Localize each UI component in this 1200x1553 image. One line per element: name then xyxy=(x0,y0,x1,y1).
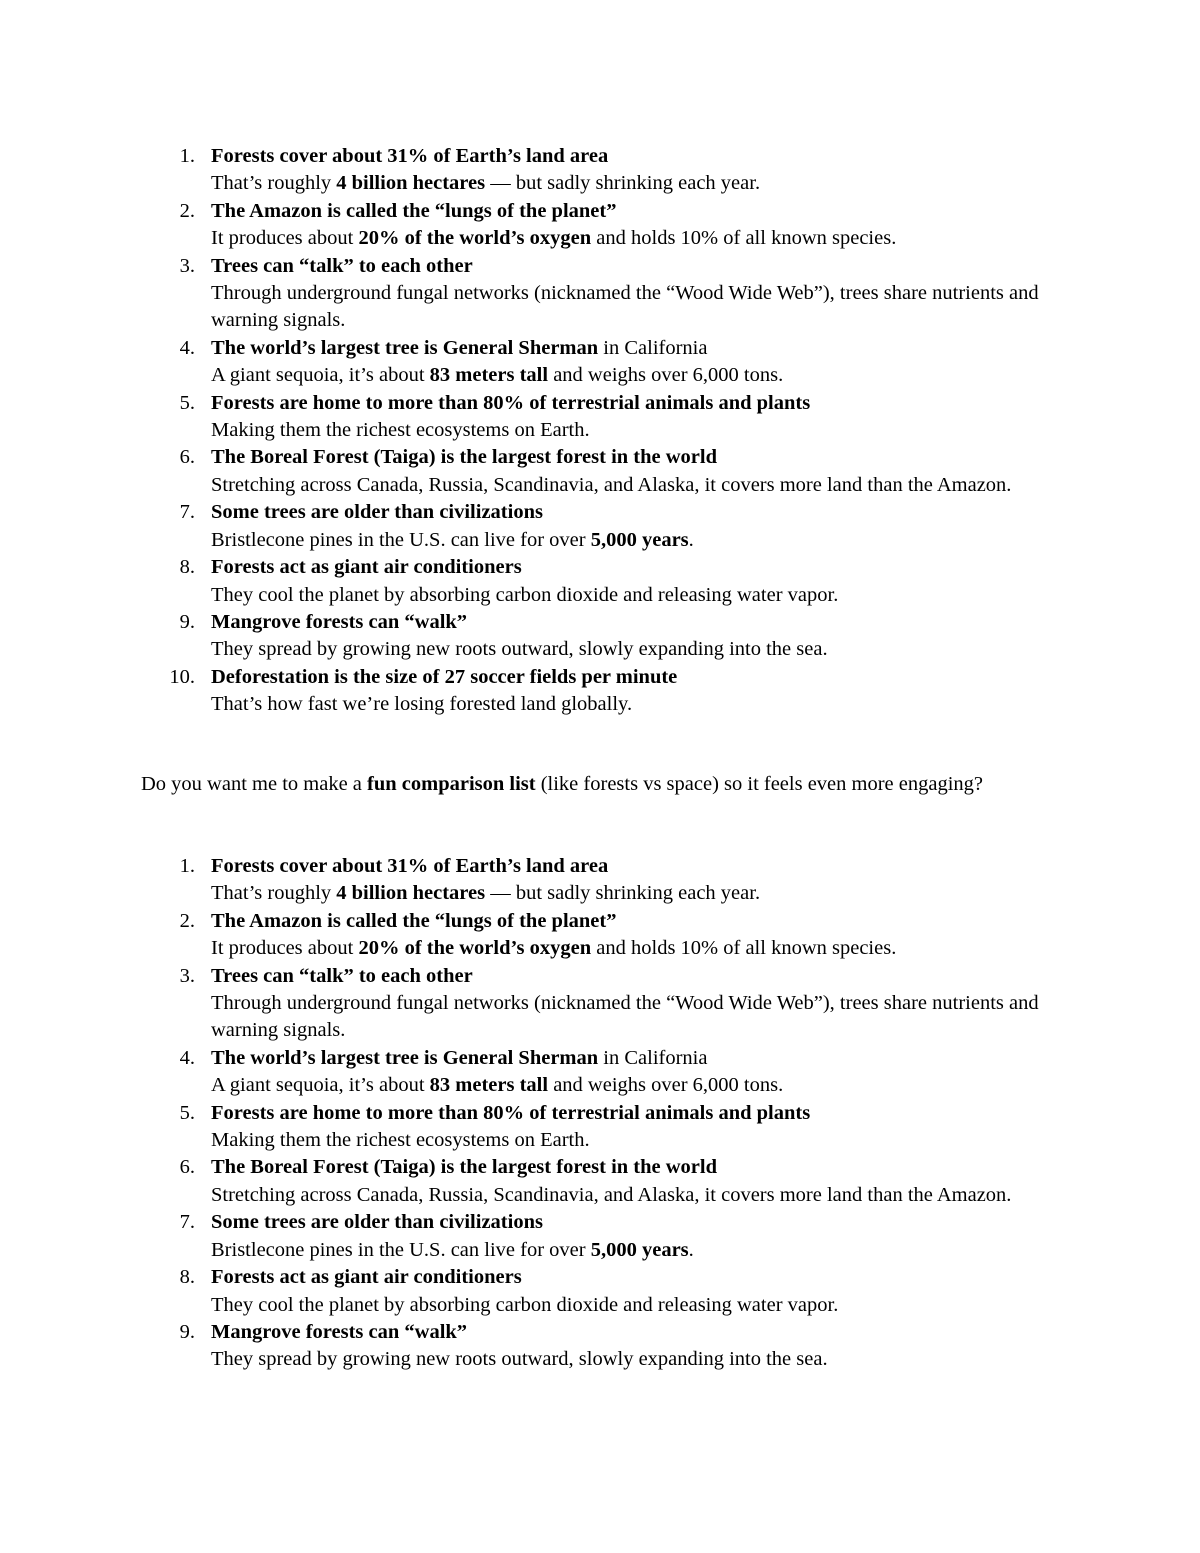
text-run: Bristlecone pines in the U.S. can live for over xyxy=(211,1238,591,1261)
list-item xyxy=(0,1209,1200,1264)
bold-text: The Boreal Forest (Taiga) is the largest forest in the world xyxy=(211,1156,717,1179)
bold-text: 5,000 years xyxy=(590,1238,689,1261)
bold-text: Deforestation is the size of 27 soccer fields per minute xyxy=(211,665,678,688)
fact-detail xyxy=(211,417,1060,444)
fact-detail xyxy=(211,1182,1060,1209)
text-run: Making them the richest ecosystems on Earth. xyxy=(211,1129,590,1152)
fact-heading xyxy=(211,1154,1060,1181)
fact-heading xyxy=(211,1264,1060,1291)
list-item xyxy=(0,554,1200,609)
list-number: 3. xyxy=(179,964,195,987)
list-number: 7. xyxy=(179,1211,195,1234)
text-run: Do you want me to make a xyxy=(141,773,368,795)
list-item xyxy=(0,1100,1200,1155)
fact-heading xyxy=(211,609,1060,636)
fact-heading xyxy=(211,908,1060,935)
fact-heading xyxy=(211,1045,1060,1072)
list-number: 10. xyxy=(169,665,195,688)
text-run: Through underground fungal networks (nicknamed the “Wood Wide Web”), trees share nutrients and warning signals. xyxy=(211,992,1039,1042)
text-run: They spread by growing new roots outward, slowly expanding into the sea. xyxy=(211,1348,828,1371)
list-number: 9. xyxy=(179,1320,195,1343)
list-item xyxy=(0,143,1200,198)
bold-text: Some trees are older than civilizations xyxy=(211,501,543,524)
bold-text: 5,000 years xyxy=(590,528,689,551)
fact-detail xyxy=(211,636,1060,663)
list-number: 2. xyxy=(179,199,195,222)
bold-text: Forests are home to more than 80% of terrestrial animals and plants xyxy=(211,391,811,414)
bold-text: 83 meters tall xyxy=(429,364,549,387)
list-item xyxy=(0,908,1200,963)
text-run: Stretching across Canada, Russia, Scandinavia, and Alaska, it covers more land than the Amazon. xyxy=(211,473,1012,496)
bold-text: Forests are home to more than 80% of terrestrial animals and plants xyxy=(211,1101,811,1124)
fact-heading xyxy=(211,253,1060,280)
list-item xyxy=(0,390,1200,445)
bold-text: Forests cover about 31% of Earth’s land area xyxy=(211,145,609,167)
fact-detail xyxy=(211,935,1060,962)
fact-detail xyxy=(211,1072,1060,1099)
text-run: . xyxy=(688,1238,694,1261)
list-item xyxy=(0,198,1200,253)
bold-text: The Boreal Forest (Taiga) is the largest forest in the world xyxy=(211,446,717,469)
fact-detail xyxy=(211,472,1060,499)
bold-text: fun comparison list xyxy=(367,773,536,795)
bold-text: Forests cover about 31% of Earth’s land area xyxy=(211,855,609,877)
text-run: It produces about xyxy=(211,227,359,250)
text-run: Through underground fungal networks (nicknamed the “Wood Wide Web”), trees share nutrients and warning signals. xyxy=(211,282,1039,332)
bold-text: 20% of the world’s oxygen xyxy=(358,227,592,250)
list-number: 4. xyxy=(179,1046,195,1069)
list-number: 7. xyxy=(179,501,195,524)
bold-text: The world’s largest tree is General Sherman xyxy=(211,1046,599,1069)
list-item xyxy=(0,609,1200,664)
facts-list-first xyxy=(0,143,1200,719)
list-item xyxy=(0,963,1200,1045)
text-run: Bristlecone pines in the U.S. can live for over xyxy=(211,528,591,551)
fact-detail xyxy=(211,280,1060,335)
fact-heading xyxy=(211,1100,1060,1127)
text-run: and weighs over 6,000 tons. xyxy=(548,1074,784,1097)
bold-text: Trees can “talk” to each other xyxy=(211,254,473,277)
list-item xyxy=(0,664,1200,719)
list-item xyxy=(0,335,1200,390)
list-number: 1. xyxy=(179,855,195,877)
list-number: 4. xyxy=(179,336,195,359)
bold-text: 83 meters tall xyxy=(429,1074,549,1097)
list-item xyxy=(0,1154,1200,1209)
text-run: They cool the planet by absorbing carbon dioxide and releasing water vapor. xyxy=(211,583,839,606)
fact-detail xyxy=(211,582,1060,609)
list-number: 3. xyxy=(179,254,195,277)
bold-text: Forests act as giant air conditioners xyxy=(211,1266,522,1289)
fact-detail xyxy=(211,880,1060,907)
text-run: in California xyxy=(598,336,708,359)
list-item xyxy=(0,1264,1200,1319)
fact-heading xyxy=(211,198,1060,225)
text-run: It produces about xyxy=(211,937,359,960)
bold-text: Forests act as giant air conditioners xyxy=(211,556,522,579)
bold-text: 20% of the world’s oxygen xyxy=(358,937,592,960)
bold-text: 4 billion hectares xyxy=(336,172,486,195)
fact-heading xyxy=(211,499,1060,526)
text-run: . xyxy=(688,528,694,551)
text-run: That’s how fast we’re losing forested land globally. xyxy=(211,693,633,716)
list-number: 8. xyxy=(179,556,195,579)
fact-heading xyxy=(211,664,1060,691)
text-run: A giant sequoia, it’s about xyxy=(211,364,430,387)
text-run: A giant sequoia, it’s about xyxy=(211,1074,430,1097)
follow-up-question xyxy=(141,771,1041,798)
text-run: (like forests vs space) so it feels even more engaging? xyxy=(535,773,984,795)
fact-heading xyxy=(211,554,1060,581)
list-number: 5. xyxy=(179,1101,195,1124)
list-number: 6. xyxy=(179,1156,195,1179)
text-run: That’s roughly xyxy=(211,882,337,905)
text-run: — but sadly shrinking each year. xyxy=(485,882,761,905)
fact-detail xyxy=(211,1237,1060,1264)
list-item xyxy=(0,499,1200,554)
text-run: They cool the planet by absorbing carbon dioxide and releasing water vapor. xyxy=(211,1293,839,1316)
bold-text: The Amazon is called the “lungs of the planet” xyxy=(211,199,617,222)
facts-list-second xyxy=(0,853,1200,1374)
list-item xyxy=(0,853,1200,908)
text-run: That’s roughly xyxy=(211,172,337,195)
bold-text: Some trees are older than civilizations xyxy=(211,1211,543,1234)
bold-text: The world’s largest tree is General Sherman xyxy=(211,336,599,359)
list-item xyxy=(0,1045,1200,1100)
fact-detail xyxy=(211,1292,1060,1319)
bold-text: Mangrove forests can “walk” xyxy=(211,1320,468,1343)
fact-heading xyxy=(211,143,1060,170)
text-run: in California xyxy=(598,1046,708,1069)
list-number: 6. xyxy=(179,446,195,469)
fact-detail xyxy=(211,362,1060,389)
list-number: 1. xyxy=(179,145,195,167)
fact-detail xyxy=(211,225,1060,252)
list-number: 9. xyxy=(179,610,195,633)
fact-detail xyxy=(211,527,1060,554)
list-item xyxy=(0,253,1200,335)
list-number: 5. xyxy=(179,391,195,414)
fact-detail xyxy=(211,691,1060,718)
fact-heading xyxy=(211,1319,1060,1346)
fact-heading xyxy=(211,1209,1060,1236)
bold-text: Trees can “talk” to each other xyxy=(211,964,473,987)
fact-heading xyxy=(211,963,1060,990)
text-run: and holds 10% of all known species. xyxy=(591,937,897,960)
text-run: Making them the richest ecosystems on Earth. xyxy=(211,419,590,442)
list-item xyxy=(0,444,1200,499)
text-run: and holds 10% of all known species. xyxy=(591,227,897,250)
list-number: 8. xyxy=(179,1266,195,1289)
bold-text: The Amazon is called the “lungs of the planet” xyxy=(211,909,617,932)
fact-detail xyxy=(211,1346,1060,1373)
list-item xyxy=(0,1319,1200,1374)
text-run: and weighs over 6,000 tons. xyxy=(548,364,784,387)
fact-heading xyxy=(211,853,1060,880)
text-run: They spread by growing new roots outward, slowly expanding into the sea. xyxy=(211,638,828,661)
fact-detail xyxy=(211,170,1060,197)
text-run: — but sadly shrinking each year. xyxy=(485,172,761,195)
bold-text: Mangrove forests can “walk” xyxy=(211,610,468,633)
list-number: 2. xyxy=(179,909,195,932)
fact-heading xyxy=(211,390,1060,417)
fact-detail xyxy=(211,990,1060,1045)
fact-detail xyxy=(211,1127,1060,1154)
text-run: Stretching across Canada, Russia, Scandinavia, and Alaska, it covers more land than the Amazon. xyxy=(211,1183,1012,1206)
bold-text: 4 billion hectares xyxy=(336,882,486,905)
fact-heading xyxy=(211,335,1060,362)
fact-heading xyxy=(211,444,1060,471)
